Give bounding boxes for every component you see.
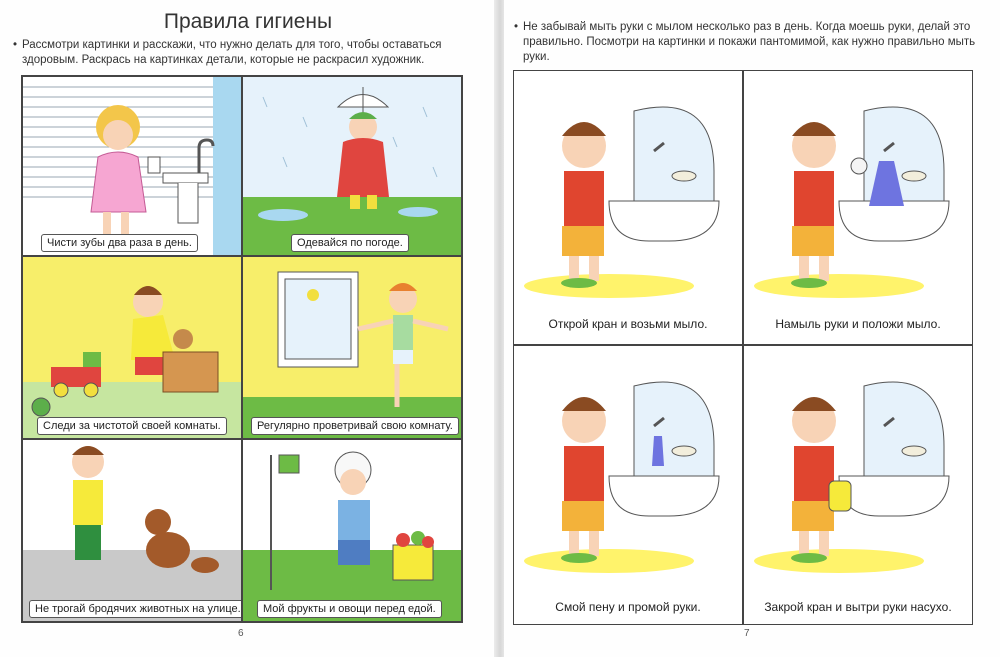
- caption-step-4: Закрой кран и вытри руки насухо.: [764, 600, 952, 614]
- right-intro-text: Не забывай мыть руки с мылом несколько раз в день. Когда моешь руки, делай это правильно. Посмотри на картинки и покажи пантомимой, как нужно правильно мыть руки.: [523, 21, 976, 63]
- caption-step-3: Смой пену и промой руки.: [555, 600, 701, 614]
- caption-stray-animals: Не трогай бродячих животных на улице.: [29, 600, 242, 618]
- illustration-clean-room: [22, 256, 242, 439]
- illustration-stray-animals: [22, 439, 242, 622]
- step-lather-picture: [744, 71, 973, 345]
- bullet: •: [13, 39, 18, 51]
- left-intro: [13, 38, 482, 68]
- page-title: Правила гигиены: [163, 10, 333, 33]
- stray-animals-picture: [23, 440, 242, 622]
- brush-teeth-picture: [23, 77, 242, 256]
- right-intro: [514, 20, 985, 65]
- bullet: •: [514, 21, 519, 33]
- right-page: [504, 0, 1000, 657]
- clean-room-picture: [23, 257, 242, 439]
- illustration-weather: [242, 76, 462, 256]
- page-number: 7: [744, 628, 750, 639]
- caption-clean-room: Следи за чистотой своей комнаты.: [37, 417, 227, 435]
- illustration-ventilate: [242, 256, 462, 439]
- hygiene-illustration-grid: [21, 75, 463, 623]
- illustration-brush-teeth: [22, 76, 242, 256]
- step-rinse-picture: [514, 346, 743, 625]
- caption-ventilate: Регулярно проветривай свою комнату.: [251, 417, 459, 435]
- step-open-tap-picture: [514, 71, 743, 345]
- weather-picture: [243, 77, 462, 256]
- caption-wash-fruits: Мой фрукты и овощи перед едой.: [257, 600, 442, 618]
- step-lather: [743, 70, 973, 345]
- step-rinse: [513, 345, 743, 625]
- caption-brush-teeth: Чисти зубы два раза в день.: [41, 234, 198, 252]
- caption-weather: Одевайся по погоде.: [291, 234, 409, 252]
- illustration-wash-fruits: [242, 439, 462, 622]
- left-page: [0, 0, 496, 657]
- caption-step-2: Намыль руки и положи мыло.: [775, 317, 941, 331]
- handwashing-steps-grid: [513, 70, 973, 625]
- step-open-tap: [513, 70, 743, 345]
- ventilate-picture: [243, 257, 462, 439]
- left-intro-text: Рассмотри картинки и расскажи, что нужно делать для того, чтобы оставаться здоровым. Раскрась на картинках детали, которые не раскрасил художник.: [22, 39, 442, 66]
- caption-step-1: Открой кран и возьми мыло.: [548, 317, 708, 331]
- step-dry-picture: [744, 346, 973, 625]
- wash-fruits-picture: [243, 440, 462, 622]
- step-dry: [743, 345, 973, 625]
- page-number: 6: [238, 628, 244, 639]
